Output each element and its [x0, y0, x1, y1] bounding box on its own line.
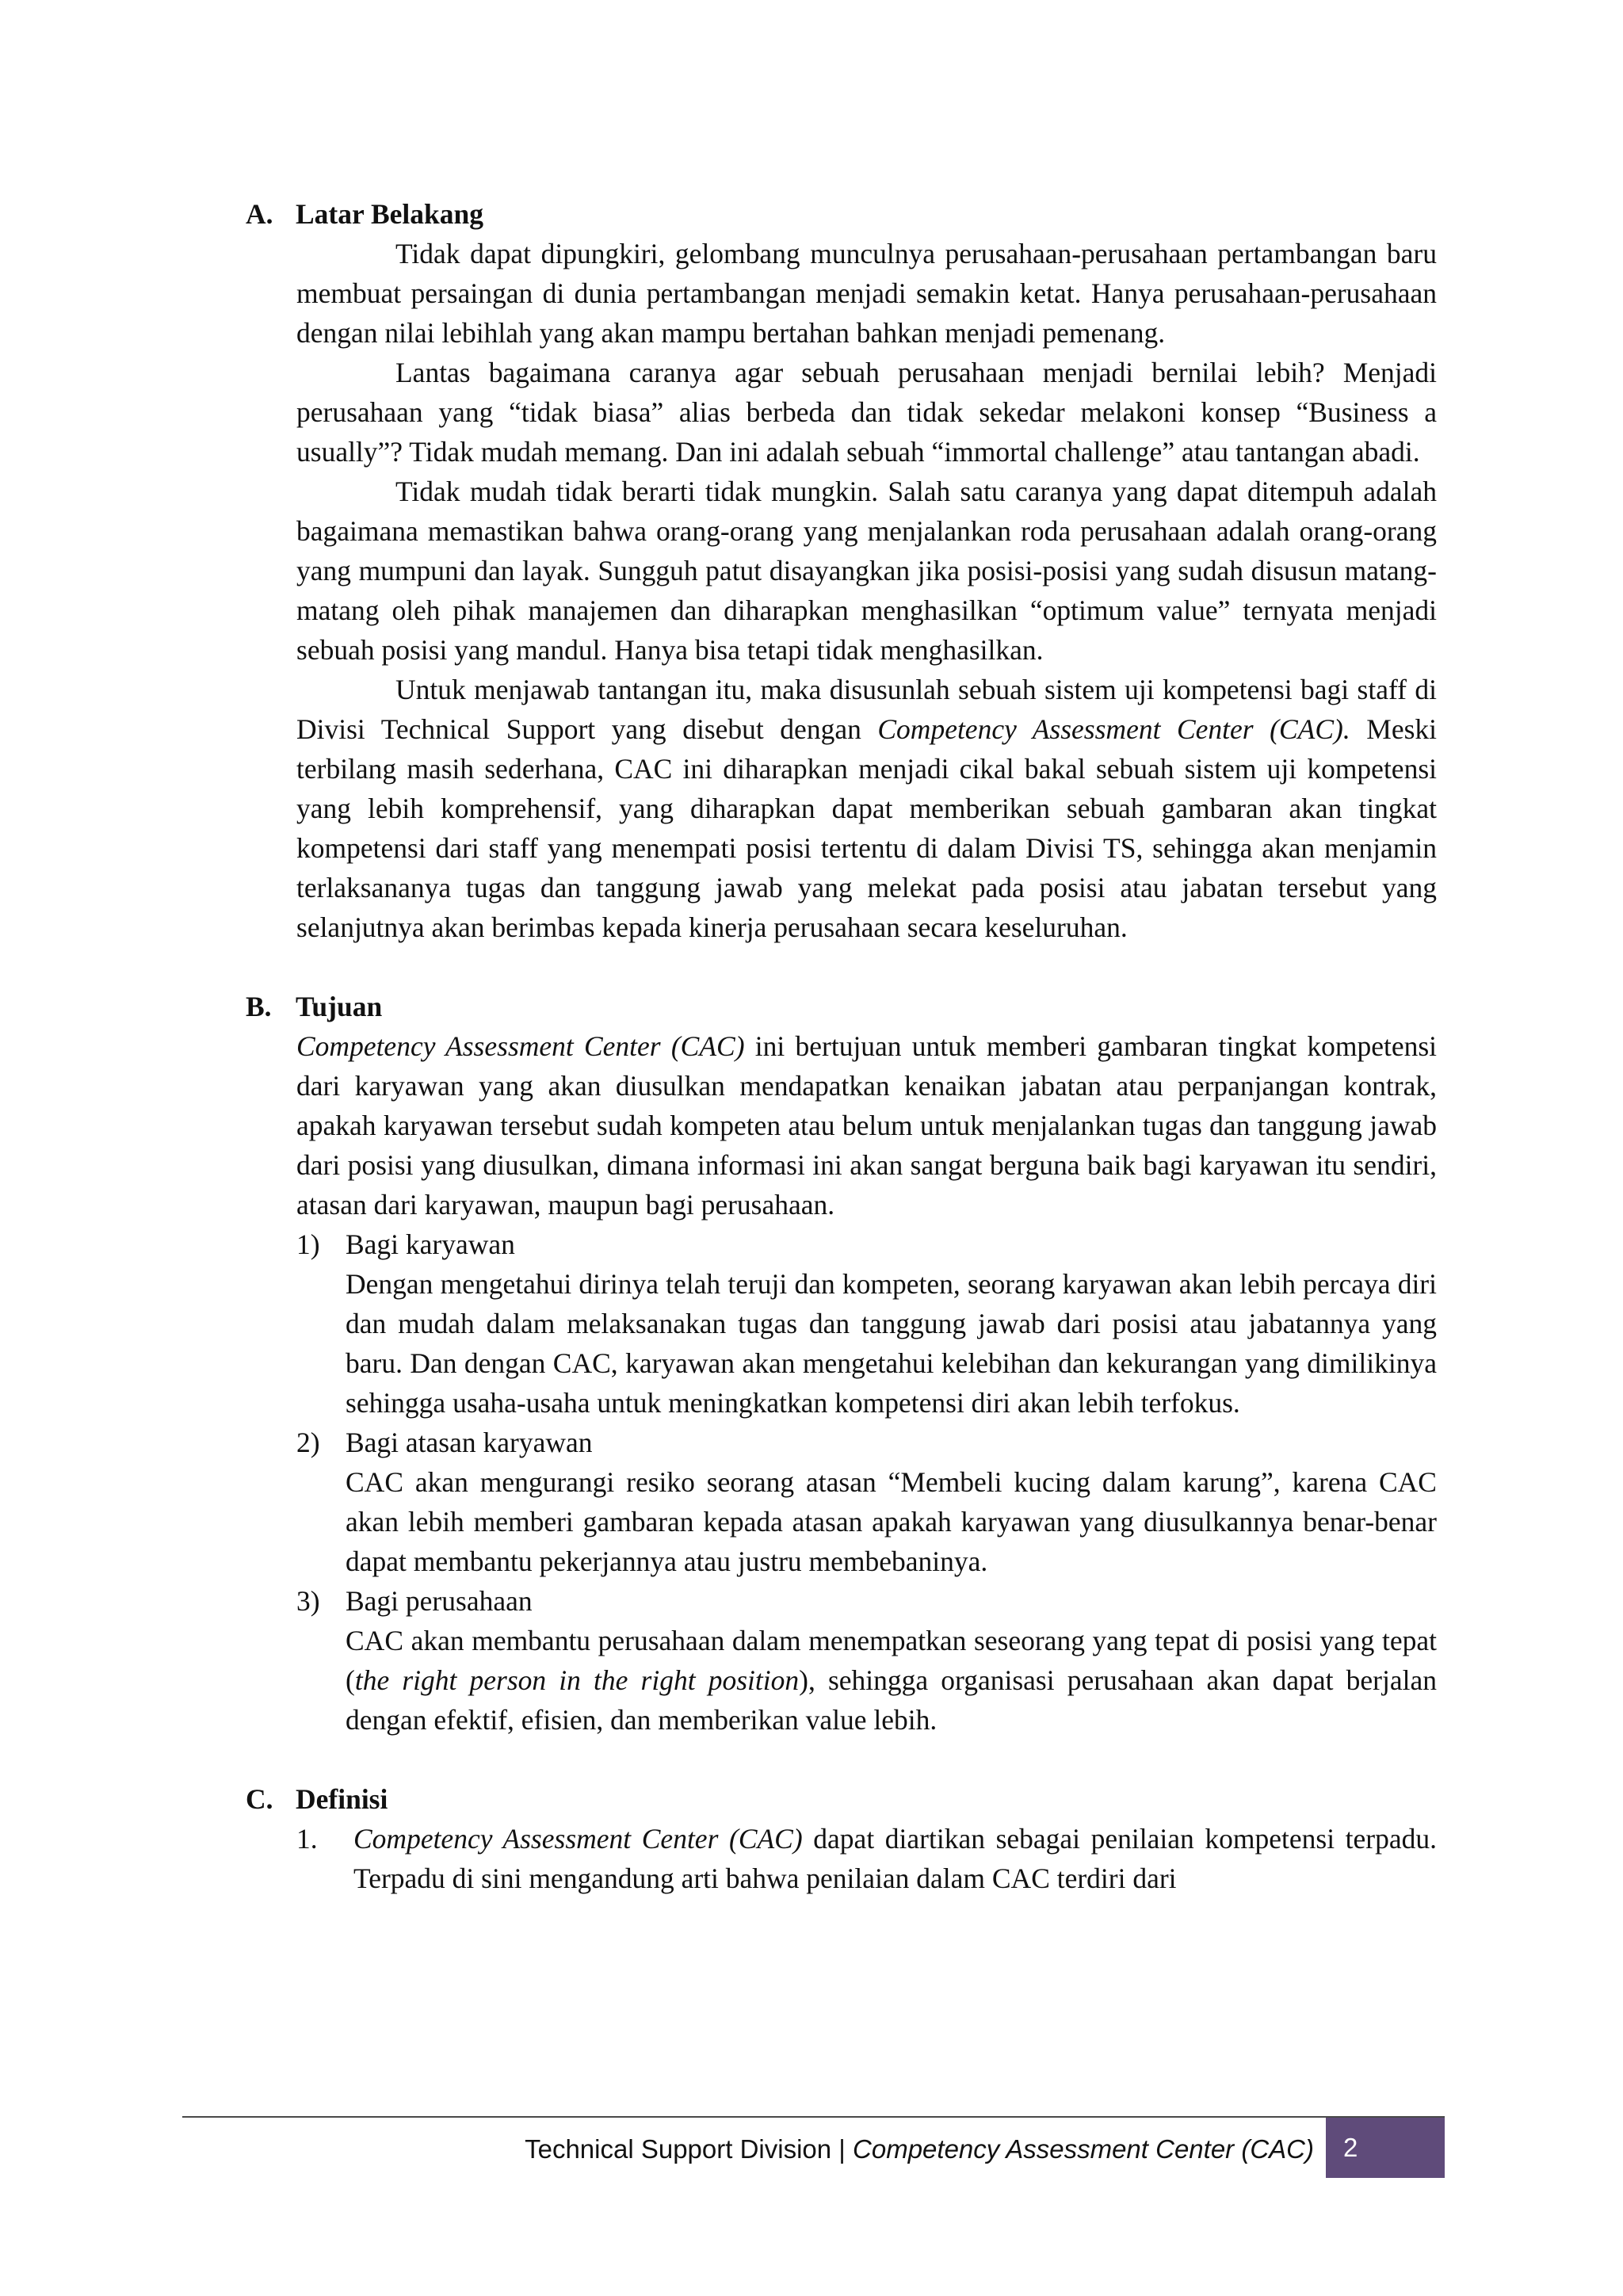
list-number: 1) — [296, 1228, 320, 1260]
paragraph-text: Meski terbilang masih sederhana, CAC ini diharapkan menjadi cikal bakal sebuah sistem uji kompetensi yang lebih komprehensif, yang diharapkan dapat memberikan sebuah gambaran akan tingkat kompetensi dari staff yang menempati posisi tertentu di dalam Divisi TS, sehingga akan menjamin terlaksananya tugas dan tanggung jawab yang melekat pada posisi atau jabatan tersebut yang selanjutnya akan berimbas kepada kinerja perusahaan secara keseluruhan. — [296, 713, 1438, 943]
section-heading — [246, 987, 1437, 1026]
spacer — [246, 947, 1437, 987]
italic-term: the right person in the right position — [354, 1664, 800, 1696]
footer-caption — [525, 2122, 1314, 2177]
italic-term: Competency Assessment Center (CAC). — [877, 713, 1350, 745]
italic-term: Competency Assessment Center (CAC) — [296, 1030, 745, 1062]
section-letter: C. — [246, 1783, 273, 1815]
paragraph: Tidak mudah tidak berarti tidak mungkin. Salah satu caranya yang dapat ditempuh adalah bagaimana memastikan bahwa orang-orang yang menjalankan roda perusahaan adalah orang-orang yang mumpuni dan layak. Sungguh patut disayangkan jika posisi-posisi yang sudah disusun matang-matang oleh pihak manajemen dan diharapkan menghasilkan “optimum value” ternyata menjadi sebuah posisi yang mandul. Hanya bisa tetapi tidak menghasilkan. — [296, 476, 1437, 666]
list-description: Dengan mengetahui dirinya telah teruji dan kompeten, seorang karyawan akan lebih percaya diri dan mudah dalam melaksanakan tugas dan tanggung jawab dari posisi atau jabatannya yang baru. Dan dengan CAC, karyawan akan mengetahui kelebihan dan kekurangan yang dimilikinya sehingga usaha-usaha untuk meningkatkan kompetensi diri akan lebih terfokus. — [346, 1268, 1437, 1419]
definition-text — [353, 1819, 1437, 1898]
page-content — [246, 194, 1437, 1898]
footer-divider — [182, 2116, 1445, 2118]
paragraph: Lantas bagaimana caranya agar sebuah perusahaan menjadi bernilai lebih? Menjadi perusahaan yang “tidak biasa” alias berbeda dan tidak sekedar melakoni konsep “Business a usually”? Tidak mudah memang. Dan ini adalah sebuah “immortal challenge” atau tantangan abadi. — [296, 357, 1437, 468]
list-label: Bagi atasan karyawan — [346, 1427, 593, 1458]
section-latar-belakang — [246, 194, 1437, 947]
definition-item — [246, 1819, 1437, 1898]
list-description: CAC akan mengurangi resiko seorang atasan “Membeli kucing dalam karung”, karena CAC akan lebih memberi gambaran kepada atasan apakah karyawan yang diusulkannya benar-benar dapat membantu pekerjannya atau justru membebaninya. — [346, 1466, 1437, 1577]
section-tujuan — [246, 987, 1437, 1740]
section-body — [296, 234, 1437, 947]
paragraph — [296, 1026, 1437, 1224]
list-item — [246, 1224, 1437, 1423]
page-number-badge — [1326, 2118, 1445, 2178]
section-letter: B. — [246, 991, 272, 1022]
list-item — [246, 1581, 1437, 1740]
section-definisi — [246, 1779, 1437, 1898]
list-label: Bagi perusahaan — [346, 1585, 533, 1617]
spacer — [246, 1740, 1437, 1779]
description-text: ), sehingga organisasi perusahaan akan dapat berjalan dengan efektif, efisien, dan memberikan value lebih. — [346, 1664, 1437, 1736]
description-text: CAC akan membantu perusahaan dalam menempatkan seseorang yang tepat di posisi yang tepat ( — [346, 1625, 1437, 1696]
list-number: 2) — [296, 1427, 320, 1458]
paragraph-text: Untuk menjawab tantangan itu, maka disusunlah sebuah sistem uji kompetensi bagi staff di Divisi Technical Support yang disebut dengan — [296, 674, 1437, 745]
list-item — [246, 1423, 1437, 1581]
section-heading — [246, 1779, 1437, 1819]
list-number: 3) — [296, 1585, 320, 1617]
footer-doc-title: Competency Assessment Center (CAC) — [853, 2134, 1314, 2164]
section-title: Latar Belakang — [296, 198, 484, 230]
page-number: 2 — [1343, 2133, 1358, 2162]
definition-body: dapat diartikan sebagai penilaian kompetensi terpadu. Terpadu di sini mengandung arti bahwa penilaian dalam CAC terdiri dari — [353, 1823, 1437, 1894]
section-letter: A. — [246, 198, 273, 230]
section-heading — [246, 194, 1437, 234]
paragraph: Tidak dapat dipungkiri, gelombang munculnya perusahaan-perusahaan pertambangan baru membuat persaingan di dunia pertambangan menjadi semakin ketat. Hanya perusahaan-perusahaan dengan nilai lebihlah yang akan mampu bertahan bahkan menjadi pemenang. — [296, 238, 1437, 349]
section-body — [296, 1026, 1437, 1224]
paragraph — [296, 670, 1437, 947]
paragraph-text: ini bertujuan untuk memberi gambaran tingkat kompetensi dari karyawan yang akan diusulkan mendapatkan kenaikan jabatan atau perpanjangan kontrak, apakah karyawan tersebut sudah kompeten atau belum untuk menjalankan tugas dan tanggung jawab dari posisi yang diusulkan, dimana informasi ini akan sangat berguna baik bagi karyawan itu sendiri, atasan dari karyawan, maupun bagi perusahaan. — [296, 1030, 1438, 1221]
list-number: 1. — [296, 1823, 318, 1855]
italic-term: Competency Assessment Center (CAC) — [353, 1823, 803, 1855]
section-title: Tujuan — [296, 991, 383, 1022]
footer-division: Technical Support Division | — [525, 2134, 854, 2164]
list-label: Bagi karyawan — [346, 1228, 515, 1260]
section-title: Definisi — [296, 1783, 388, 1815]
list-description — [346, 1621, 1437, 1740]
